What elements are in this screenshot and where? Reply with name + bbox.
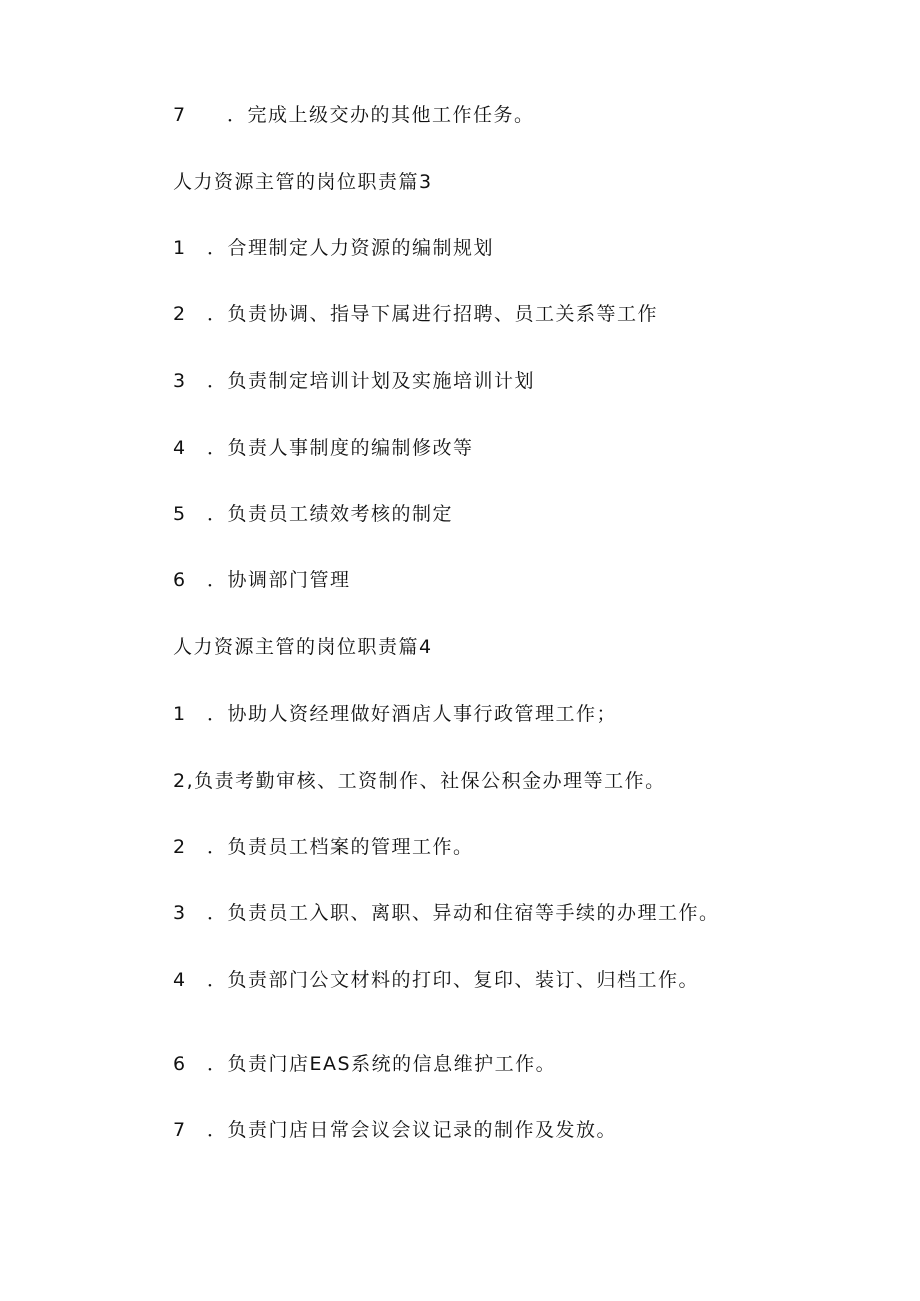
list-item: [173, 1050, 556, 1078]
item-text: ．协助人资经理做好酒店人事行政管理工作；: [207, 703, 618, 725]
list-item: [173, 566, 351, 594]
item-number: 2: [173, 303, 187, 325]
section-heading: [173, 168, 433, 196]
item-number: 6: [173, 1053, 187, 1075]
item-number: 5: [173, 503, 187, 525]
item-text: ．负责门店EAS系统的信息维护工作。: [207, 1053, 557, 1075]
list-item: [173, 234, 494, 262]
heading-text: 人力资源主管的岗位职责篇3: [173, 171, 433, 193]
list-item: [173, 899, 720, 927]
list-item: [173, 367, 535, 395]
item-number: 3: [173, 370, 187, 392]
item-text: ．负责制定培训计划及实施培训计划: [207, 370, 536, 392]
item-text: ．合理制定人力资源的编制规划: [207, 237, 495, 259]
item-number: 7: [173, 1119, 187, 1141]
item-text: 2,负责考勤审核、工资制作、社保公积金办理等工作。: [173, 770, 666, 792]
item-text: ．负责员工入职、离职、异动和住宿等手续的办理工作。: [207, 902, 720, 924]
item-text: ．负责人事制度的编制修改等: [207, 437, 474, 459]
item-text: ．负责员工档案的管理工作。: [207, 836, 474, 858]
item-text: ．完成上级交办的其他工作任务。: [227, 104, 535, 126]
item-number: 2: [173, 836, 187, 858]
list-item: [173, 101, 535, 129]
list-item: [173, 500, 453, 528]
heading-text: 人力资源主管的岗位职责篇4: [173, 636, 433, 658]
list-item: [173, 300, 658, 328]
list-item: [173, 833, 474, 861]
item-number: 6: [173, 569, 187, 591]
item-number: 7: [173, 104, 187, 126]
item-number: 4: [173, 969, 187, 991]
list-item: [173, 966, 699, 994]
item-number: 4: [173, 437, 187, 459]
list-item: [173, 767, 666, 795]
item-text: ．负责员工绩效考核的制定: [207, 503, 454, 525]
item-text: ．负责协调、指导下属进行招聘、员工关系等工作: [207, 303, 659, 325]
list-item: [173, 1116, 617, 1144]
list-item: [173, 434, 474, 462]
item-text: ．负责部门公文材料的打印、复印、装订、归档工作。: [207, 969, 700, 991]
item-number: 1: [173, 237, 187, 259]
item-text: ．负责门店日常会议会议记录的制作及发放。: [207, 1119, 618, 1141]
list-item: [173, 700, 617, 728]
item-text: ．协调部门管理: [207, 569, 351, 591]
item-number: 3: [173, 902, 187, 924]
item-number: 1: [173, 703, 187, 725]
section-heading: [173, 633, 433, 661]
